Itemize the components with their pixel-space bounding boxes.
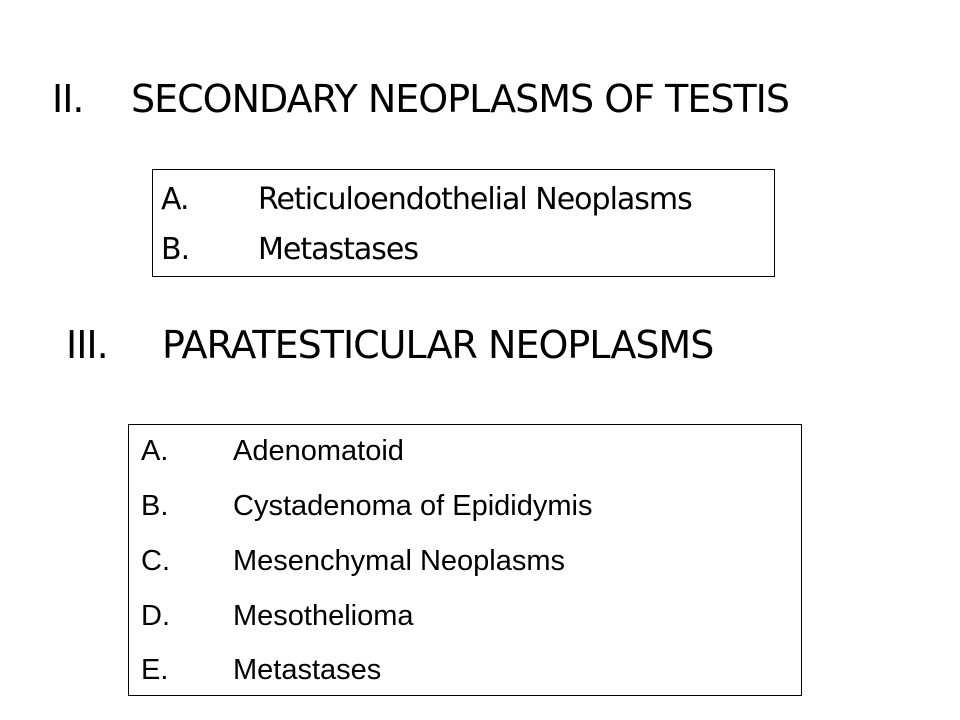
list-item-letter: E. [141, 654, 169, 686]
section-numeral: III. [66, 323, 108, 367]
list-item-text: Metastases [233, 654, 382, 686]
list-item-letter: A. [141, 435, 169, 467]
section-heading-paratesticular-neoplasms [66, 323, 714, 367]
list-item [129, 437, 801, 469]
list-item-letter: B. [161, 232, 190, 267]
list-item-letter: B. [141, 490, 169, 522]
paratesticular-neoplasms-list [128, 424, 802, 696]
list-item [129, 547, 801, 579]
list-item-letter: C. [141, 545, 170, 577]
list-item-letter: A. [161, 182, 189, 217]
list-item [129, 492, 801, 524]
list-item [153, 182, 774, 217]
list-item-text: Metastases [258, 232, 418, 267]
list-item-text: Mesothelioma [233, 600, 414, 632]
secondary-neoplasms-list [152, 169, 775, 277]
list-item [153, 232, 774, 267]
section-title: SECONDARY NEOPLASMS OF TESTIS [131, 77, 789, 121]
list-item-text: Reticuloendothelial Neoplasms [258, 182, 692, 217]
section-title: PARATESTICULAR NEOPLASMS [162, 323, 714, 367]
list-item-text: Adenomatoid [233, 435, 404, 467]
list-item-text: Mesenchymal Neoplasms [233, 545, 566, 577]
list-item-text: Cystadenoma of Epididymis [233, 490, 593, 522]
section-numeral: II. [52, 77, 84, 121]
list-item [129, 602, 801, 634]
section-heading-secondary-neoplasms [52, 77, 789, 121]
list-item-letter: D. [141, 600, 170, 632]
list-item [129, 656, 801, 688]
